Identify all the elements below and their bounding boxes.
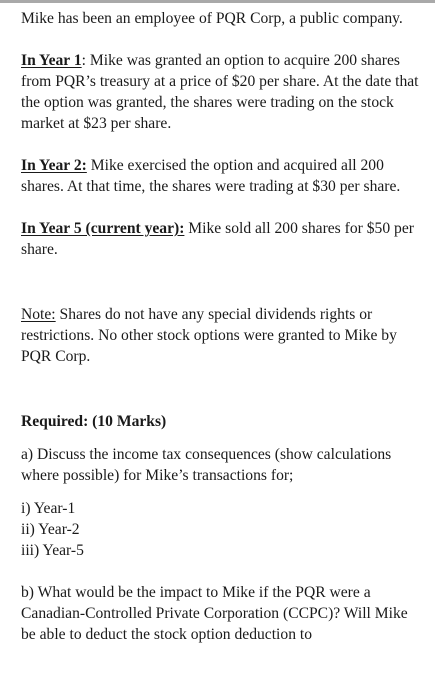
list-item: i) Year-1 [21,500,76,517]
year1-text: Mike was granted an option to acquire 200 shares from PQR’s treasury at a price of $20 per share. At the date that the option was granted, the shares were trading on the stock market at $23 per share. [21,52,419,132]
part-a-question: a) Discuss the income tax consequences (show calculations where possible) for Mike’s transactions for; [21,446,392,484]
year1-label: In Year 1 [21,52,82,69]
year5-paragraph [21,218,421,260]
note-label: Note: [21,306,56,323]
question-body [21,8,421,645]
year2-paragraph [21,155,421,197]
list-item: ii) Year-2 [21,521,80,538]
note-text: Shares do not have any special dividends rights or restrictions. No other stock options were granted to Mike by PQR Corp. [21,306,397,365]
years-list [21,498,421,561]
year1-paragraph [21,50,421,134]
year5-label: In Year 5 (current year): [21,220,185,237]
year1-separator: : [81,52,86,69]
year5-text: Mike sold all 200 shares for $50 per share. [21,220,414,258]
intro-paragraph: Mike has been an employee of PQR Corp, a public company. [21,10,403,27]
year2-label: In Year 2: [21,157,87,174]
top-divider [0,0,435,3]
required-heading: Required: (10 Marks) [21,413,167,430]
note-paragraph [21,304,421,367]
list-item: iii) Year-5 [21,542,84,559]
part-b-question: b) What would be the impact to Mike if the PQR were a Canadian-Controlled Private Corporation (CCPC)? Will Mike be able to deduct the stock option deduction to [21,584,408,643]
year2-text: Mike exercised the option and acquired all 200 shares. At that time, the shares were trading at $30 per share. [21,157,401,195]
